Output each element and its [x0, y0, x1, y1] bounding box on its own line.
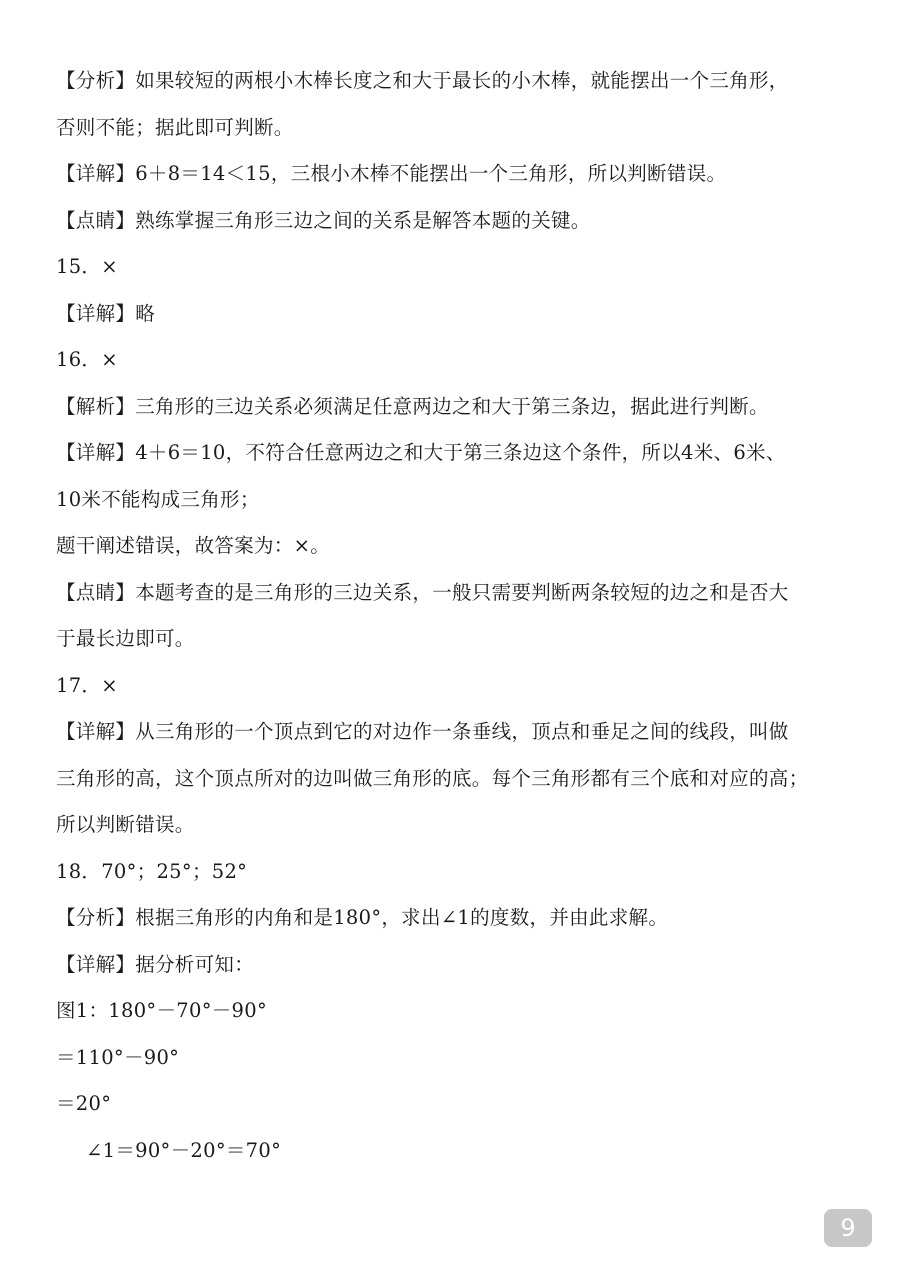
- question-number: 18．70°；25°；52°: [56, 859, 248, 883]
- equation-line: ＝20°: [56, 1092, 112, 1115]
- text-line: 所以判断错误。: [56, 813, 195, 836]
- question-number: 17．×: [56, 673, 118, 697]
- text-line: 【分析】根据三角形的内角和是180°，求出∠1的度数，并由此求解。: [56, 906, 669, 929]
- text-line: 【详解】略: [56, 301, 156, 325]
- question-number: 16．×: [56, 348, 118, 371]
- text-line: 【点睛】本题考查的是三角形的三边关系，一般只需要判断两条较短的边之和是否大: [56, 580, 789, 604]
- text-line: 【点睛】熟练掌握三角形三边之间的关系是解答本题的关键。: [56, 208, 591, 232]
- text-line: 【详解】4＋6＝10，不符合任意两边之和大于第三条边这个条件，所以4米、6米、: [56, 441, 786, 464]
- text-line: 【详解】据分析可知：: [56, 952, 255, 976]
- text-line: 【详解】从三角形的一个顶点到它的对边作一条垂线，顶点和垂足之间的线段，叫做: [56, 720, 789, 743]
- equation-line: 图1：180°－70°－90°: [56, 999, 268, 1022]
- text-line: 三角形的高，这个顶点所对的边叫做三角形的底。每个三角形都有三个底和对应的高；: [56, 766, 809, 790]
- text-line: 于最长边即可。: [56, 627, 195, 650]
- text-line: 否则不能；据此即可判断。: [56, 115, 294, 139]
- equation-line: ∠1＝90°－20°＝70°: [86, 1138, 282, 1162]
- text-line: 【详解】6＋8＝14＜15，三根小木棒不能摆出一个三角形，所以判断错误。: [56, 162, 727, 185]
- text-line: 【分析】如果较短的两根小木棒长度之和大于最长的小木棒，就能摆出一个三角形，: [56, 69, 789, 92]
- equation-line: ＝110°－90°: [56, 1045, 180, 1069]
- document-body: [56, 58, 856, 1174]
- page-number-badge: 9: [824, 1209, 872, 1247]
- text-line: 题干阐述错误，故答案为：×。: [56, 534, 331, 557]
- text-line: 【解析】三角形的三边关系必须满足任意两边之和大于第三条边，据此进行判断。: [56, 394, 769, 418]
- text-line: 10米不能构成三角形；: [56, 487, 260, 511]
- question-number: 15．×: [56, 255, 118, 278]
